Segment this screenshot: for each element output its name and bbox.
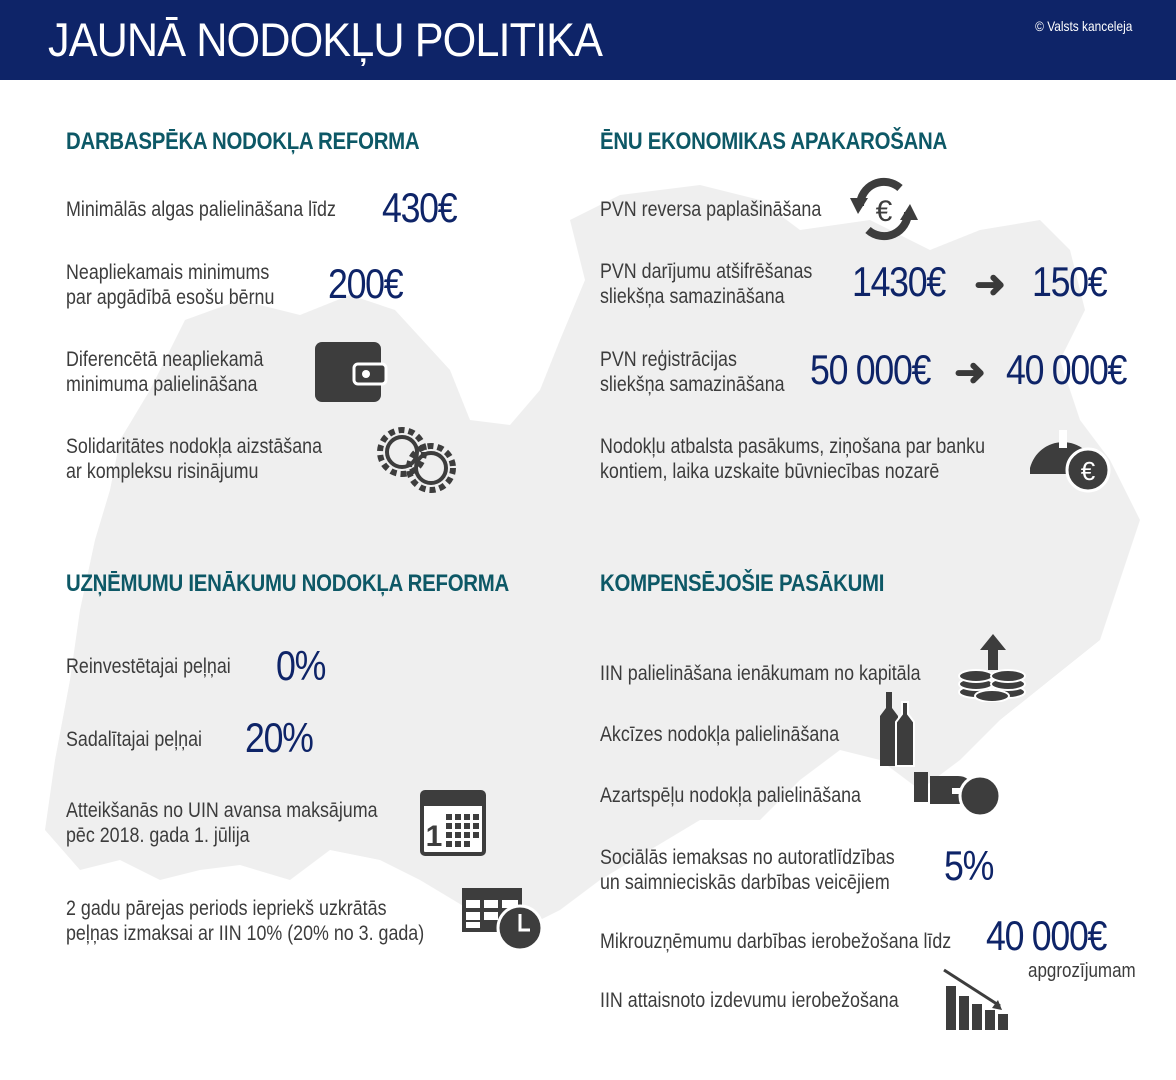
- table-clock-icon: [460, 886, 546, 952]
- shadow-item-2-value-from: 1430€: [852, 258, 945, 305]
- labor-item-1-value: 430€: [382, 184, 457, 231]
- helmet-euro-icon: [1026, 424, 1112, 494]
- shadow-item-4-label-1: Nodokļu atbalsta pasākums, ziņošana par banku: [600, 435, 986, 458]
- svg-text:€: €: [875, 195, 893, 228]
- compensating-item-4-label-2: un saimnieciskās darbības veicējiem: [600, 871, 890, 894]
- compensating-item-4-value: 5%: [944, 842, 994, 889]
- bar-decline-icon: [940, 966, 1010, 1032]
- euro-exchange-icon: [848, 176, 922, 242]
- gears-icon: [374, 422, 460, 496]
- labor-item-2-label-1: Neapliekamais minimums: [66, 261, 270, 284]
- compensating-item-5-note: apgrozījumam: [1028, 960, 1136, 982]
- svg-text:€: €: [1080, 456, 1096, 486]
- hand-coin-icon: [912, 766, 1004, 822]
- labor-item-3-label-1: Diferencētā neapliekamā: [66, 348, 264, 371]
- arrow-right-icon: ➜: [974, 264, 1006, 306]
- compensating-item-5-value: 40 000€: [986, 912, 1107, 959]
- corporate-item-3-label-2: pēc 2018. gada 1. jūlija: [66, 824, 250, 847]
- corporate-item-4-label-1: 2 gadu pārejas periods iepriekš uzkrātās: [66, 897, 387, 920]
- compensating-item-4-label-1: Sociālās iemaksas no autoratlīdzības: [600, 846, 895, 869]
- compensating-item-3-label: Azartspēļu nodokļa palielināšana: [600, 784, 861, 807]
- section-title-labor: DARBASPĒKA NODOKĻA REFORMA: [66, 128, 420, 155]
- bottles-icon: [878, 690, 918, 768]
- corporate-item-1-label: Reinvestētajai peļņai: [66, 655, 231, 678]
- shadow-item-3-value-from: 50 000€: [810, 346, 931, 393]
- compensating-item-6-label: IIN attaisnoto izdevumu ierobežošana: [600, 989, 899, 1012]
- labor-item-2-value: 200€: [328, 260, 403, 307]
- header-bar: [0, 0, 1176, 80]
- copyright-text: © Valsts kanceleja: [1034, 18, 1132, 34]
- labor-item-4-label-2: ar kompleksu risinājumu: [66, 460, 259, 483]
- calendar-day-text: 1: [425, 820, 443, 853]
- compensating-item-1-label: IIN palielināšana ienākumam no kapitāla: [600, 662, 921, 685]
- labor-item-3-label-2: minimuma palielināšana: [66, 373, 258, 396]
- corporate-item-2-label: Sadalītajai peļņai: [66, 728, 202, 751]
- labor-item-1-label: Minimālās algas palielināšana līdz: [66, 198, 336, 221]
- corporate-item-2-value: 20%: [245, 714, 313, 761]
- compensating-item-5-label: Mikrouzņēmumu darbības ierobežošana līdz: [600, 930, 952, 953]
- shadow-item-2-label-2: sliekšņa samazināšana: [600, 285, 785, 308]
- wallet-icon: [314, 340, 388, 404]
- arrow-right-icon: ➜: [954, 352, 986, 394]
- shadow-item-3-value-to: 40 000€: [1006, 346, 1127, 393]
- calendar-icon: [420, 790, 488, 856]
- labor-item-2-label-2: par apgādībā esošu bērnu: [66, 286, 275, 309]
- corporate-item-3-label-1: Atteikšanās no UIN avansa maksājuma: [66, 799, 378, 822]
- shadow-item-3-label-1: PVN reģistrācijas: [600, 348, 737, 371]
- shadow-item-3-label-2: sliekšņa samazināšana: [600, 373, 785, 396]
- section-title-compensating: KOMPENSĒJOŠIE PASĀKUMI: [600, 570, 885, 597]
- compensating-item-2-label: Akcīzes nodokļa palielināšana: [600, 723, 840, 746]
- section-title-shadow: ĒNU EKONOMIKAS APAKAROŠANA: [600, 128, 947, 155]
- shadow-item-1-label: PVN reversa paplašināšana: [600, 198, 822, 221]
- labor-item-4-label-1: Solidaritātes nodokļa aizstāšana: [66, 435, 323, 458]
- section-title-corporate: UZŅĒMUMU IENĀKUMU NODOKĻA REFORMA: [66, 570, 509, 597]
- shadow-item-2-value-to: 150€: [1032, 258, 1107, 305]
- corporate-item-1-value: 0%: [276, 642, 326, 689]
- corporate-item-4-label-2: peļņas izmaksai ar IIN 10% (20% no 3. gada): [66, 922, 425, 945]
- coins-up-icon: [956, 632, 1030, 702]
- shadow-item-4-label-2: kontiem, laika uzskaite būvniecības nozarē: [600, 460, 940, 483]
- shadow-item-2-label-1: PVN darījumu atšifrēšanas: [600, 260, 813, 283]
- page-title: JAUNĀ NODOKĻU POLITIKA: [48, 13, 603, 66]
